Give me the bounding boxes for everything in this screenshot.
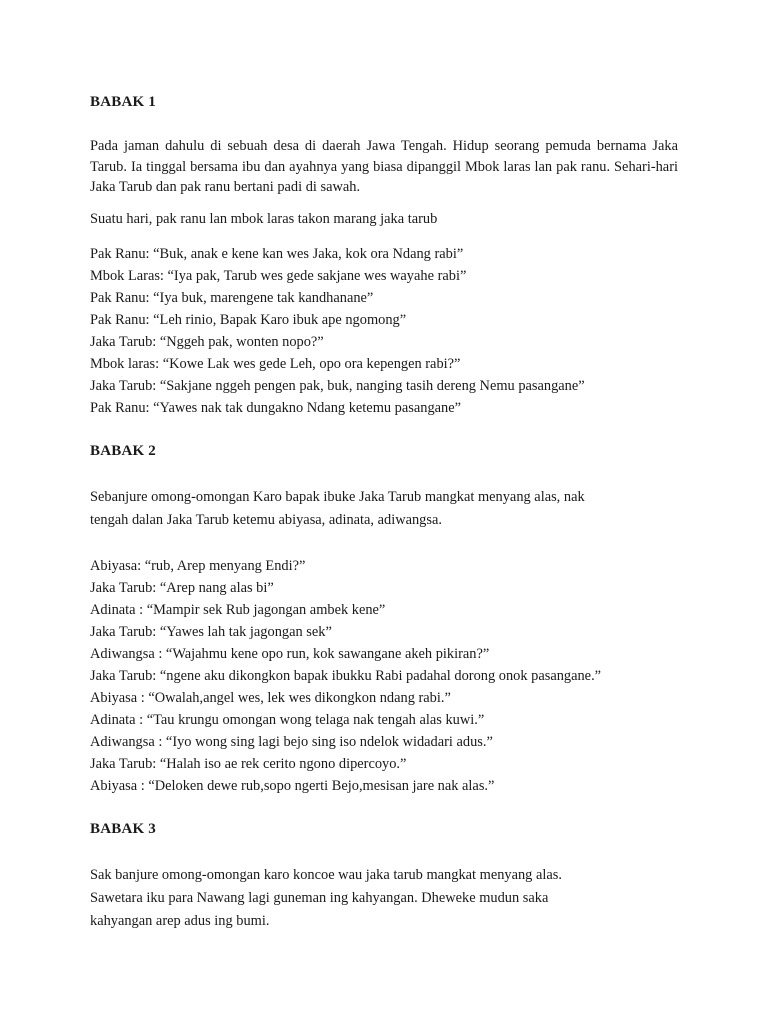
dialog-list-babak-2 [90,555,690,797]
section-heading-babak-3: BABAK 3 [90,821,156,837]
dialog-line: Jaka Tarub: “ngene aku dikongkon bapak ibukku Rabi padahal dorong onok pasangane.” [90,668,602,684]
dialog-line: Jaka Tarub: “Nggeh pak, wonten nopo?” [90,334,324,350]
narration-paragraph: Pada jaman dahulu di sebuah desa di daerah Jawa Tengah. Hidup seorang pemuda bernama Jaka Tarub. Ia tinggal bersama ibu dan ayahnya yang biasa dipanggil Mbok laras lan pak ranu. Sehari-hari Jaka Tarub dan pak ranu bertani padi di sawah. [90,138,678,195]
narration-paragraph [90,864,678,933]
dialog-line: Pak Ranu: “Buk, anak e kene kan wes Jaka, kok ora Ndang rabi” [90,246,464,262]
narration-line: tengah dalan Jaka Tarub ketemu abiyasa, adinata, adiwangsa. [90,512,442,528]
narration-line: Sawetara iku para Nawang lagi guneman ing kahyangan. Dheweke mudun saka [90,890,549,906]
dialog-line: Jaka Tarub: “Sakjane nggeh pengen pak, buk, nanging tasih dereng Nemu pasangane” [90,378,585,394]
dialog-line: Mbok Laras: “Iya pak, Tarub wes gede sakjane wes wayahe rabi” [90,268,467,284]
narration-line: Sak banjure omong-omongan karo koncoe wau jaka tarub mangkat menyang alas. [90,867,562,883]
narration-line: Suatu hari, pak ranu lan mbok laras takon marang jaka tarub [90,211,438,227]
dialog-line: Abiyasa: “rub, Arep menyang Endi?” [90,558,306,574]
dialog-line: Adiwangsa : “Iyo wong sing lagi bejo sing iso ndelok widadari adus.” [90,734,493,750]
dialog-line: Mbok laras: “Kowe Lak wes gede Leh, opo ora kepengen rabi?” [90,356,461,372]
dialog-line: Abiyasa : “Deloken dewe rub,sopo ngerti Bejo,mesisan jare nak alas.” [90,778,495,794]
dialog-line: Adiwangsa : “Wajahmu kene opo run, kok sawangane akeh pikiran?” [90,646,490,662]
dialog-line: Abiyasa : “Owalah,angel wes, lek wes dikongkon ndang rabi.” [90,690,451,706]
dialog-line: Jaka Tarub: “Yawes lah tak jagongan sek” [90,624,332,640]
dialog-list-babak-1 [90,243,690,419]
dialog-line: Jaka Tarub: “Halah iso ae rek cerito ngono dipercoyo.” [90,756,407,772]
narration-line: kahyangan arep adus ing bumi. [90,913,270,929]
dialog-line: Pak Ranu: “Iya buk, marengene tak kandhanane” [90,290,374,306]
dialog-line: Pak Ranu: “Leh rinio, Bapak Karo ibuk ape ngomong” [90,312,407,328]
section-heading-babak-2: BABAK 2 [90,443,156,459]
dialog-line: Pak Ranu: “Yawes nak tak dungakno Ndang ketemu pasangane” [90,400,462,416]
section-heading-babak-1: BABAK 1 [90,94,156,110]
dialog-line: Adinata : “Mampir sek Rub jagongan ambek kene” [90,602,386,618]
narration-line: Sebanjure omong-omongan Karo bapak ibuke Jaka Tarub mangkat menyang alas, nak [90,489,585,505]
dialog-line: Jaka Tarub: “Arep nang alas bi” [90,580,274,596]
dialog-line: Adinata : “Tau krungu omongan wong telaga nak tengah alas kuwi.” [90,712,485,728]
narration-paragraph [90,486,678,532]
